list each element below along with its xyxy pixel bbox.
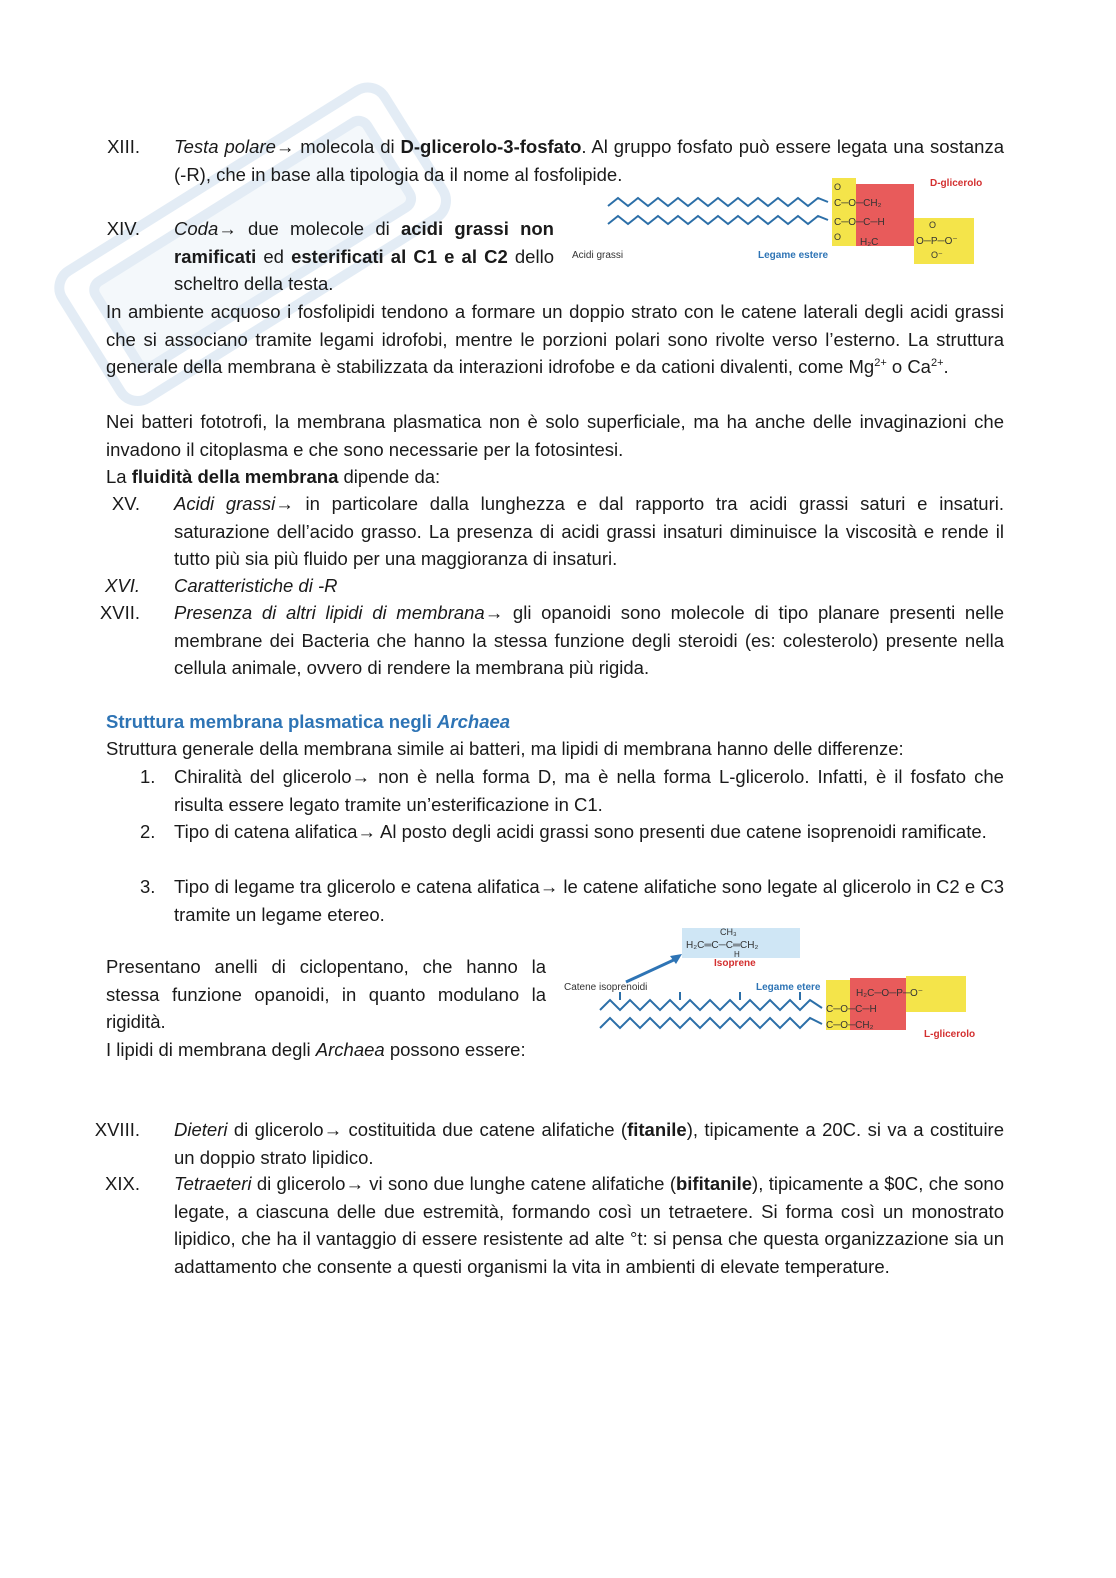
section-heading-archaea: Struttura membrana plasmatica negli Archaea — [106, 711, 511, 732]
svg-text:C─O─C─H: C─O─C─H — [834, 217, 885, 228]
ordered-number-1: 1. — [140, 766, 156, 787]
svg-text:O⁻: O⁻ — [931, 250, 943, 260]
svg-text:C─O─CH₂: C─O─CH₂ — [834, 198, 882, 209]
ordered-item-3: Tipo di legame tra glicerolo e catena alifatica→ le catene alifatiche sono legate al glicerolo in C2 e C3 tramite un legame etereo. — [174, 876, 1004, 925]
svg-text:O: O — [834, 182, 842, 192]
label-acidi-grassi: Acidi grassi — [572, 250, 624, 261]
paragraph-cyclopentane: Presentano anelli di ciclopentano, che hanno la stessa funzione opanoidi, in quanto modulano la rigidità. — [106, 956, 546, 1033]
list-item-xv: Acidi grassi→ in particolare dalla lunghezza e dal rapporto tra acidi grassi saturi e insaturi. saturazione dell’acido grasso. La presenza di acidi grassi insaturi diminuisce la viscosità e rende il tutto più sia più fluido per una maggioranza di insaturi. — [174, 493, 1004, 570]
label-isoprene: Isoprene — [714, 958, 756, 969]
label-legame-estere: Legame estere — [758, 250, 829, 261]
ordered-item-1: Chiralità del glicerolo→ non è nella forma D, ma è nella forma L-glicerolo. Infatti, è il fosfato che risulta essere legato tramite un’esterificazione in C1. — [174, 766, 1004, 815]
list-item-xviii: Dieteri di glicerolo→ costituitida due catene alifatiche (fitanile), tipicamente a 20C. si va a costituire un doppio strato lipidico. — [174, 1119, 1004, 1168]
list-number-xvii: XVII. — [99, 602, 140, 623]
svg-text:O: O — [834, 232, 842, 242]
label-d-glicerolo: D-glicerolo — [930, 178, 983, 189]
isoprene-h: H — [734, 950, 740, 959]
isoprene-formula: H₂C═C─C═CH₂ — [686, 940, 759, 951]
paragraph-archaea-lipids: I lipidi di membrana degli Archaea possono essere: — [106, 1039, 526, 1060]
ordered-number-2: 2. — [140, 821, 156, 842]
list-item-xiii-text: . Al gruppo fosfato può essere legata una sostanza (-R), che in base alla tipologia da il nome al fosfolipide. — [174, 136, 1005, 185]
archaeal-lipid-figure — [560, 922, 980, 1047]
paragraph-archaea-intro: Struttura generale della membrana simile ai batteri, ma lipidi di membrana hanno delle differenze: — [106, 738, 904, 759]
list-item-xvi: Caratteristiche di -R — [174, 575, 338, 596]
list-number-xv: XV. — [111, 493, 140, 514]
ordered-item-2: Tipo di catena alifatica→ Al posto degli acidi grassi sono presenti due catene isoprenoidi ramificate. — [174, 821, 987, 842]
list-item-xix: Tetraeteri di glicerolo→ vi sono due lunghe catene alifatiche (bifitanile), tipicamente a $0C, che sono legate, a ciascuna delle due estremità, formando così un tetraetere. Si forma così un monostrato lipidico, che ha il vantaggio di essere resistente ad alte °t: si pensa che questa organizzazione sia un adattamento che consente a questi organismi la vita in ambienti di elevate temperature. — [174, 1173, 1004, 1277]
svg-text:H₂C: H₂C — [860, 237, 879, 248]
svg-text:C─O─CH₂: C─O─CH₂ — [826, 1020, 874, 1031]
svg-text:O: O — [929, 220, 937, 230]
label-catene-isoprenoidi: Catene isoprenoidi — [564, 982, 648, 993]
list-item-xiv: Coda→ due molecole di acidi grassi non ramificati ed esterificati al C1 e al C2 dello scheltro della testa. — [174, 218, 554, 295]
paragraph-fluidity: La fluidità della membrana dipende da: — [106, 466, 441, 487]
list-number-xiii: XIII. — [107, 136, 140, 157]
list-number-xiv: XIV. — [106, 218, 140, 239]
isoprene-ch3: CH₃ — [720, 927, 737, 937]
ordered-number-3: 3. — [140, 876, 156, 897]
phospholipid-figure — [566, 170, 1006, 270]
list-number-xix: XIX. — [105, 1173, 140, 1194]
label-legame-etere: Legame etere — [756, 982, 821, 993]
svg-text:C─O─C─H: C─O─C─H — [826, 1004, 877, 1015]
svg-text:H₂C─O─P─O⁻: H₂C─O─P─O⁻ — [856, 988, 924, 999]
list-number-xvi: XVI. — [105, 575, 140, 596]
label-l-glicerolo: L-glicerolo — [924, 1029, 976, 1040]
list-number-xviii: XVIII. — [94, 1119, 140, 1140]
list-item-xvii: Presenza di altri lipidi di membrana→ gli opanoidi sono molecole di tipo planare presenti nelle membrane dei Bacteria che hanno la stessa funzione degli steroidi (es: colesterolo) presente nella cellula animale, ovvero di rendere la membrana più rigida. — [174, 602, 1004, 679]
paragraph-phototrophs: Nei batteri fototrofi, la membrana plasmatica non è solo superficiale, ma ha anche delle invaginazioni che invadono il citoplasma e che sono necessarie per la fotosintesi. — [106, 411, 1004, 460]
paragraph-bilayer: In ambiente acquoso i fosfolipidi tendono a formare un doppio strato con le catene laterali degli acidi grassi che si associano tramite legami idrofobi, mentre le porzioni polari sono rivolte verso l’esterno. La struttura generale della membrana è stabilizzata da interazioni idrofobe e da cationi divalenti, come $Mg^{2+}$ o $Ca^{2+}$. — [106, 301, 1004, 378]
list-item-xiii: Testa polare→ molecola di D-glicerolo-3-fosfato. Al gruppo fosfato può essere legata una sostanza (-R), che in base alla tipologia da il nome al fosfolipide. — [174, 136, 1005, 185]
svg-text:O─P─O⁻: O─P─O⁻ — [916, 236, 958, 247]
